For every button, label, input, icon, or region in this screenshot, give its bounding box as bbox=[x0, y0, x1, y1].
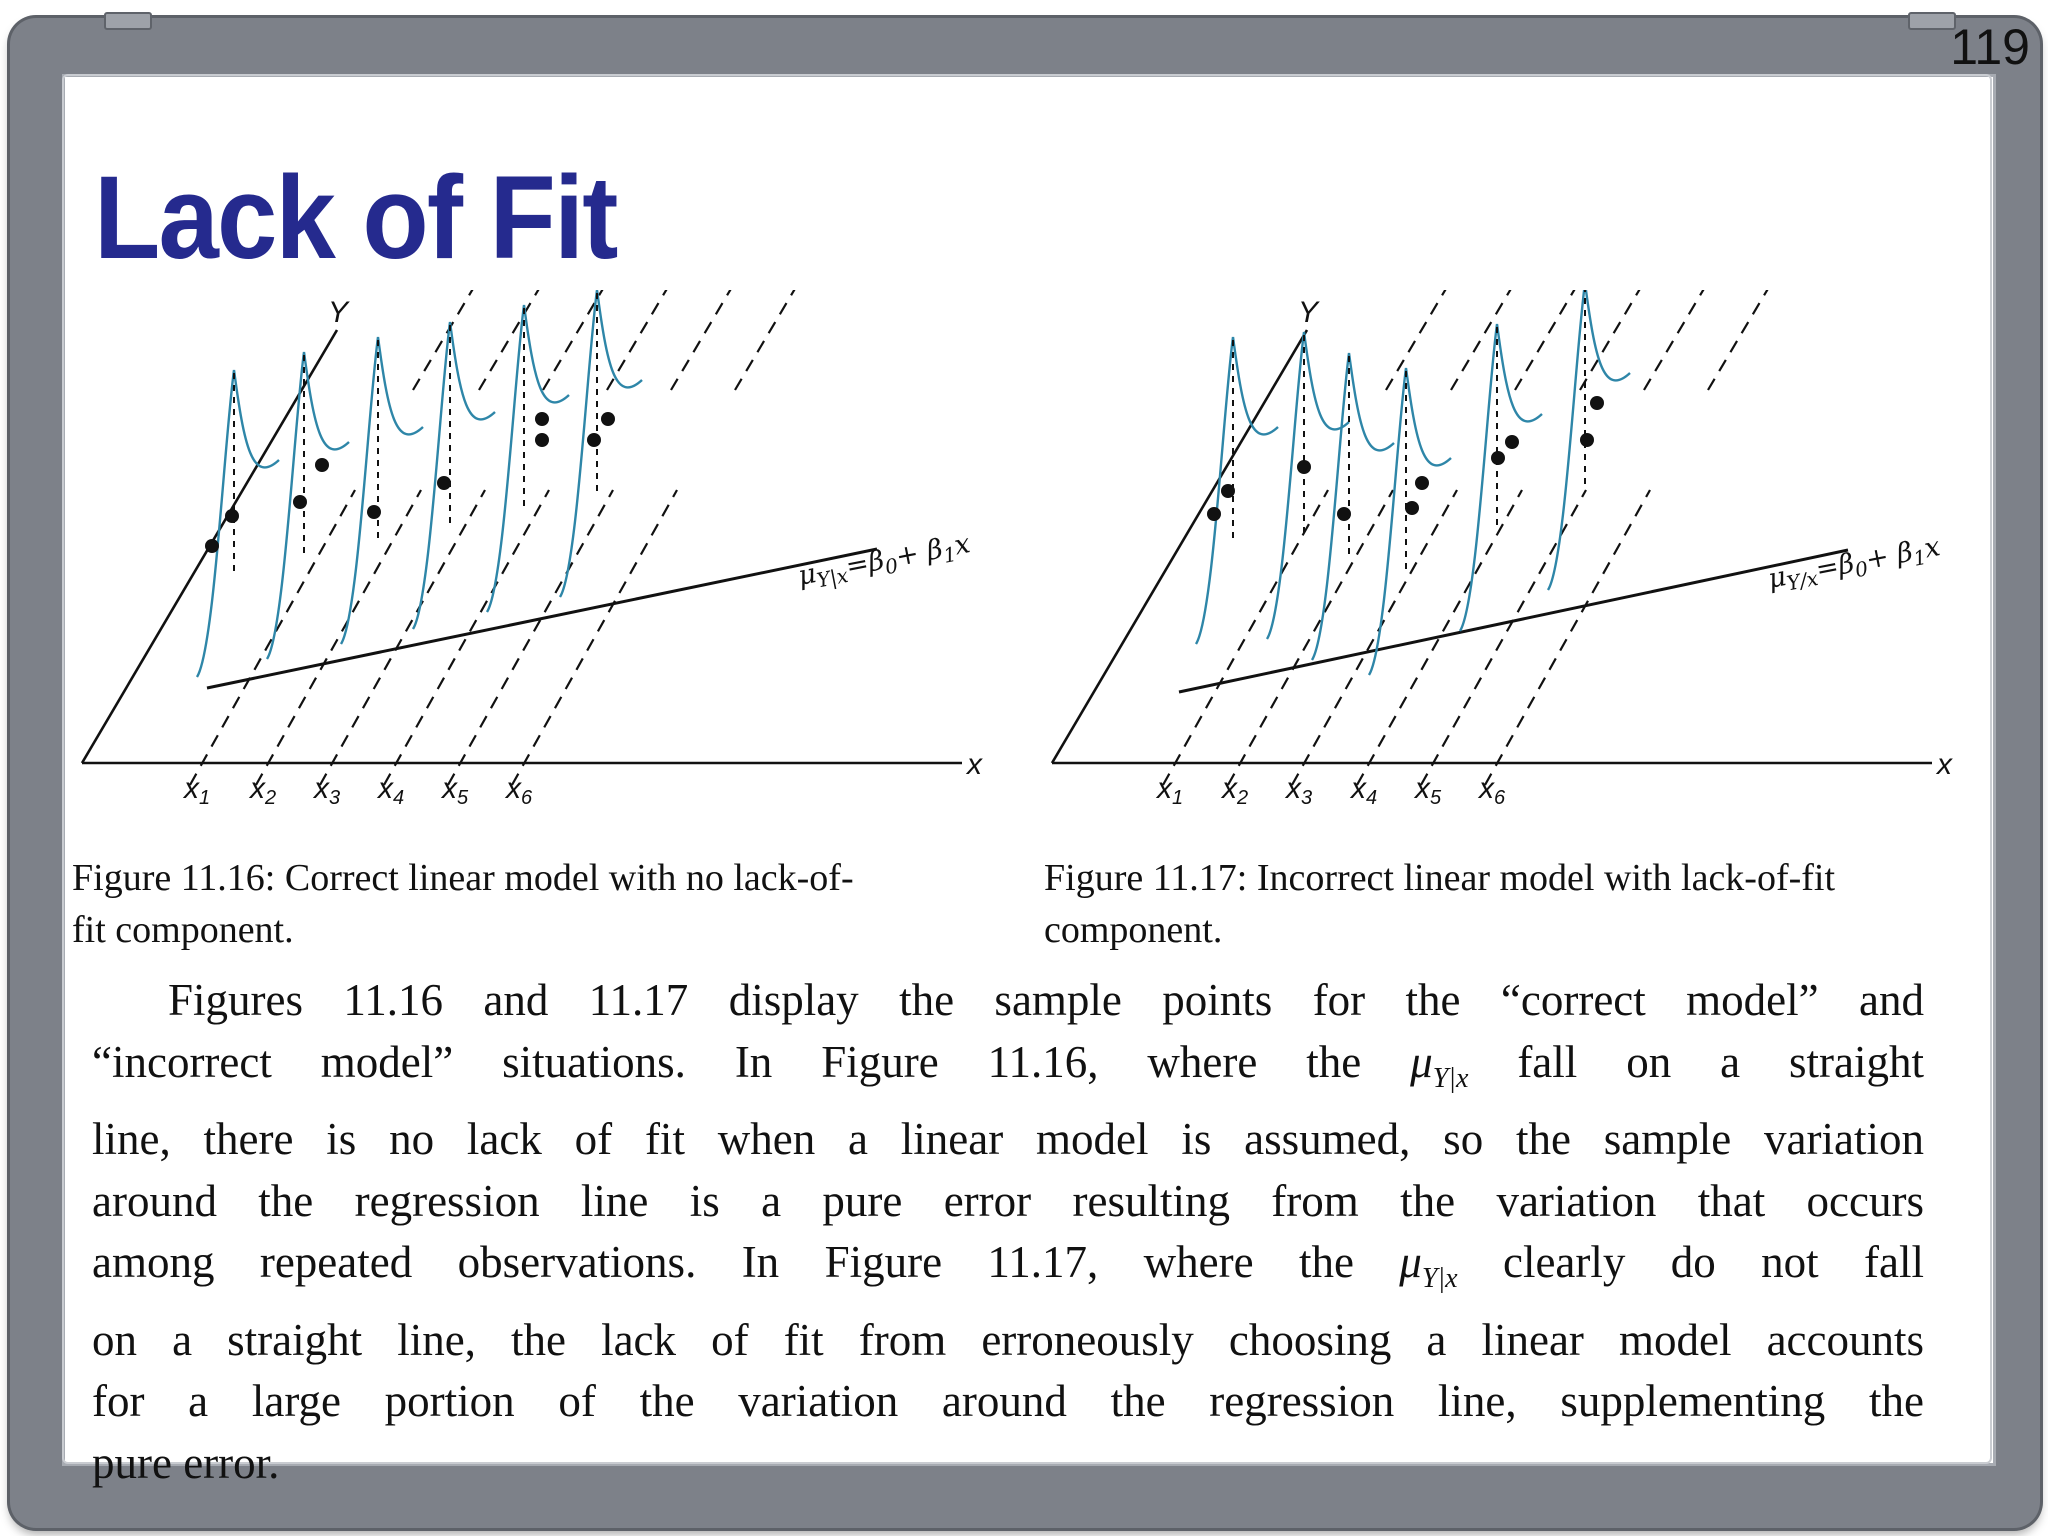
dashed-line bbox=[384, 490, 549, 785]
sample-point bbox=[1505, 435, 1519, 449]
caption-line: Figure 11.16: Correct linear model with no lack-of- bbox=[72, 857, 854, 899]
sample-point bbox=[437, 476, 451, 490]
figure-11-16-caption bbox=[72, 852, 1022, 956]
dashed-line bbox=[543, 290, 620, 390]
dashed-line bbox=[1515, 290, 1592, 390]
sample-point bbox=[1491, 451, 1505, 465]
dashed-line bbox=[735, 290, 812, 390]
page-number: 119 bbox=[1950, 19, 2030, 75]
x-tick-label: $x_3$ bbox=[314, 772, 341, 809]
sample-point bbox=[225, 509, 239, 523]
body-line: line, there is no lack of fit when a linear model is assumed, so the sample variation bbox=[92, 1114, 1924, 1164]
dashed-line bbox=[1644, 290, 1721, 390]
y-axis bbox=[1052, 330, 1307, 763]
regression-equation: $\mu_{Y|x}=\beta_0+ \beta_1x$ bbox=[795, 528, 973, 593]
sample-point bbox=[1415, 476, 1429, 490]
sample-point bbox=[1337, 507, 1351, 521]
dashed-line bbox=[1580, 290, 1657, 390]
x-tick-label: $x_4$ bbox=[1351, 772, 1378, 809]
figure-11-17-diagram bbox=[1042, 290, 2002, 810]
dashed-line bbox=[512, 490, 677, 785]
normal-distribution-curves bbox=[1196, 290, 1630, 675]
frame-clip-left bbox=[104, 12, 152, 30]
bell-curve bbox=[197, 370, 279, 677]
bell-curve bbox=[1369, 368, 1451, 675]
regression-equation: $\mu_{Y/x}=\beta_0+ \beta_1x$ bbox=[1765, 531, 1943, 596]
bell-curve bbox=[341, 337, 423, 644]
bell-curve bbox=[560, 290, 642, 597]
caption-line: component. bbox=[1044, 909, 1223, 951]
dashed-guide-lines bbox=[1163, 290, 1785, 785]
y-axis-label: Y bbox=[1298, 296, 1319, 329]
x-tick-label: $x_1$ bbox=[1157, 772, 1184, 809]
sample-point bbox=[315, 458, 329, 472]
x-axis-label: x bbox=[1937, 748, 1952, 781]
x-tick-label: $x_5$ bbox=[1415, 772, 1442, 809]
sample-point bbox=[535, 433, 549, 447]
normal-distribution-curves bbox=[197, 290, 642, 677]
dashed-line bbox=[607, 290, 684, 390]
sample-point bbox=[535, 412, 549, 426]
sample-point bbox=[587, 433, 601, 447]
x-tick-label: $x_1$ bbox=[184, 772, 211, 809]
sample-points bbox=[205, 412, 615, 553]
caption-line: fit component. bbox=[72, 909, 294, 951]
x-axis-label: x bbox=[967, 748, 982, 781]
body-line: on a straight line, the lack of fit from erroneously choosing a linear model accounts bbox=[92, 1314, 1924, 1365]
dashed-line bbox=[1386, 290, 1463, 390]
body-paragraph bbox=[92, 970, 1924, 1494]
x-tick-label: $x_2$ bbox=[250, 772, 277, 809]
sample-point bbox=[1580, 433, 1594, 447]
figure-11-17-caption bbox=[1044, 852, 1994, 956]
y-axis-label: Y bbox=[328, 296, 349, 329]
dashed-line bbox=[1451, 290, 1528, 390]
x-tick-labels bbox=[1155, 772, 1506, 809]
dashed-line bbox=[1228, 490, 1393, 785]
body-line: pure error. bbox=[92, 1437, 280, 1488]
x-tick-label: $x_4$ bbox=[378, 772, 405, 809]
x-tick-label: $x_5$ bbox=[442, 772, 469, 809]
sample-point bbox=[601, 412, 615, 426]
sample-point bbox=[1590, 396, 1604, 410]
regression-line bbox=[207, 549, 877, 688]
sample-point bbox=[1207, 507, 1221, 521]
body-line: Figures 11.16 and 11.17 display the sample points for the “correct model” and bbox=[168, 975, 1924, 1025]
bell-curve bbox=[1460, 324, 1542, 631]
sample-point bbox=[1221, 484, 1235, 498]
sample-point bbox=[1297, 460, 1311, 474]
sample-point bbox=[1405, 501, 1419, 515]
sample-point bbox=[293, 495, 307, 509]
x-tick-label: $x_6$ bbox=[506, 772, 533, 809]
body-line: around the regression line is a pure error resulting from the variation that occurs bbox=[92, 1175, 1924, 1226]
body-line: among repeated observations. In Figure 11.17, where the $\mu_{Y|x}$ clearly do not fall bbox=[92, 1237, 1924, 1294]
figure-11-16-diagram bbox=[72, 290, 1032, 810]
x-tick-label: $x_3$ bbox=[1286, 772, 1313, 809]
mu-symbol: $\mu_{Y|x}$ bbox=[1399, 1237, 1458, 1294]
x-tick-label: $x_6$ bbox=[1479, 772, 1506, 809]
bell-curve bbox=[487, 305, 569, 612]
mu-symbol: $\mu_{Y|x}$ bbox=[1410, 1036, 1469, 1094]
dashed-line bbox=[671, 290, 748, 390]
slide-title: Lack of Fit bbox=[94, 152, 617, 284]
bell-curve bbox=[1196, 337, 1278, 644]
x-tick-labels bbox=[182, 772, 533, 809]
dashed-line bbox=[256, 490, 421, 785]
x-tick-label: $x_2$ bbox=[1222, 772, 1249, 809]
dashed-line bbox=[448, 490, 613, 785]
dashed-line bbox=[1708, 290, 1785, 390]
frame-clip-right bbox=[1908, 12, 1956, 30]
sample-point bbox=[205, 539, 219, 553]
dashed-line bbox=[1485, 490, 1650, 785]
regression-line bbox=[1179, 550, 1848, 692]
caption-line: Figure 11.17: Incorrect linear model with lack-of-fit bbox=[1044, 857, 1836, 899]
bell-curve bbox=[267, 352, 349, 659]
body-line: “incorrect model” situations. In Figure 11.16, where the $\mu_{Y|x}$ fall on a straight bbox=[92, 1036, 1924, 1094]
dashed-line bbox=[190, 490, 355, 785]
body-line: for a large portion of the variation around the regression line, supplementing the bbox=[92, 1376, 1924, 1426]
sample-point bbox=[367, 505, 381, 519]
